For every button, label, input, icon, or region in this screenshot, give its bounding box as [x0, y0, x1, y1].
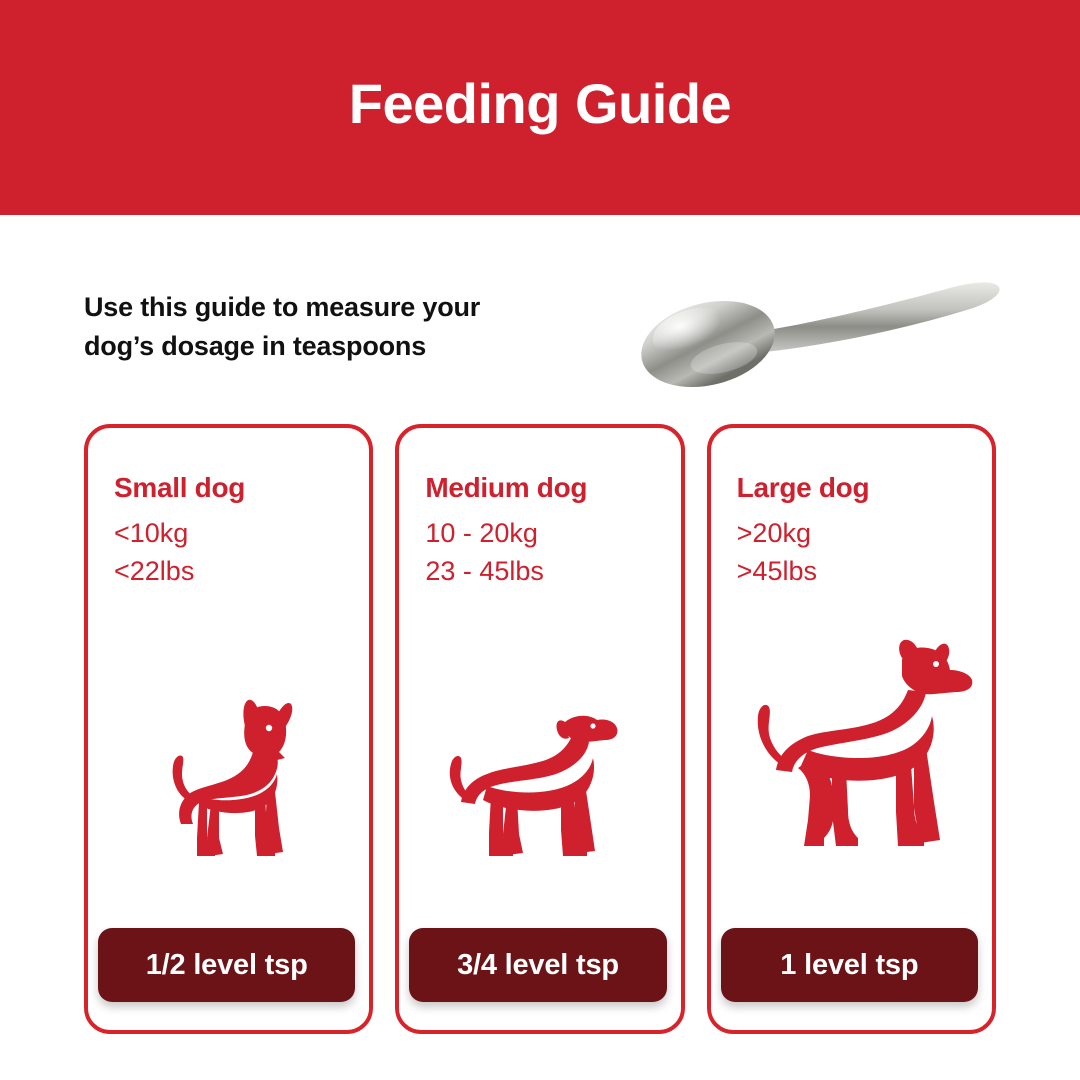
card-weight: [425, 514, 544, 591]
card-weight: [114, 514, 194, 591]
card-weight-kg: >20kg: [736, 518, 811, 548]
intro-text: [84, 288, 644, 366]
page-title: Feeding Guide: [348, 71, 732, 135]
card-weight-kg: <10kg: [114, 518, 189, 548]
medium-dog-icon: [399, 628, 680, 878]
card-title: Small dog: [114, 472, 246, 503]
card-weight: [737, 514, 817, 591]
page-header: [0, 0, 1080, 215]
dose-pill: 3/4 level tsp: [409, 928, 666, 1002]
dose-pill: 1 level tsp: [721, 928, 978, 1002]
large-dog-icon: [711, 628, 992, 878]
card-weight-lbs: <22lbs: [114, 556, 195, 587]
card-large-dog[interactable]: [707, 424, 996, 1034]
teaspoon-icon: [620, 262, 1010, 392]
intro-line-1: Use this guide to measure your: [84, 292, 481, 322]
card-weight-lbs: 23 - 45lbs: [425, 556, 544, 587]
small-dog-icon: [88, 628, 369, 878]
intro-line-2: dog’s dosage in teaspoons: [84, 331, 427, 362]
card-weight-lbs: >45lbs: [736, 556, 817, 587]
card-title: Large dog: [736, 472, 870, 503]
card-medium-dog[interactable]: [395, 424, 684, 1034]
dog-size-cards: [84, 424, 996, 1034]
card-title: Medium dog: [425, 472, 588, 503]
card-small-dog[interactable]: [84, 424, 373, 1034]
dose-pill: 1/2 level tsp: [98, 928, 355, 1002]
card-weight-kg: 10 - 20kg: [425, 518, 538, 548]
